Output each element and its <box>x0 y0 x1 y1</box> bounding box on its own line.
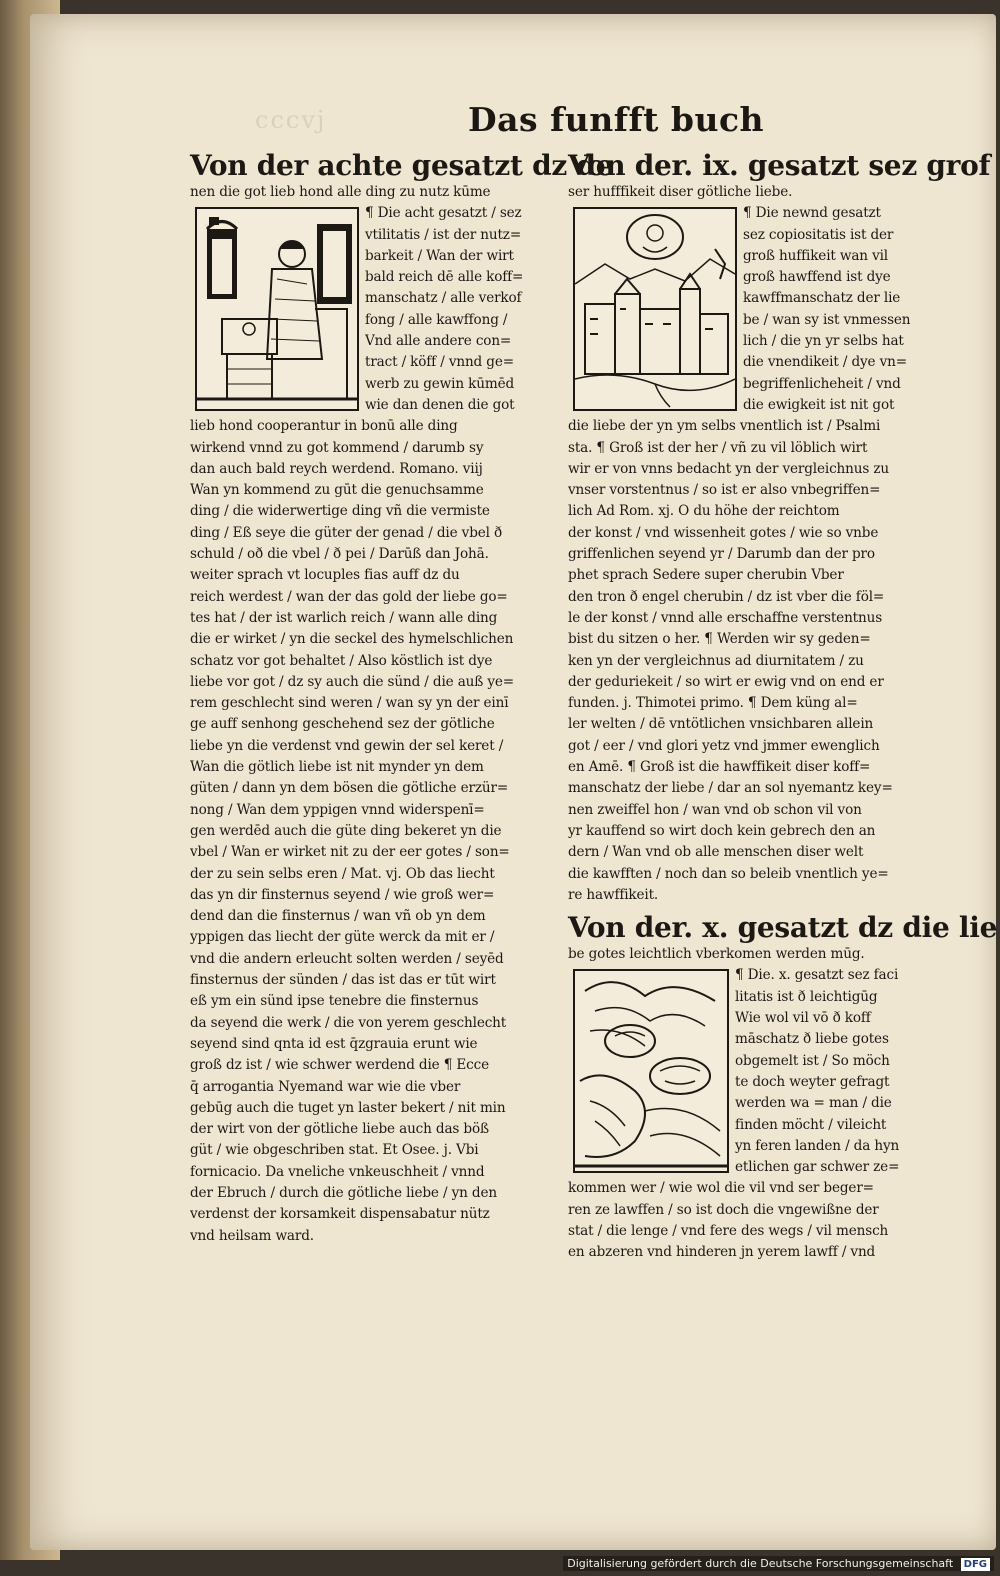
text-line: der konst / vnd wissenheit gotes / wie so vnbe <box>568 524 879 541</box>
text-line: lich Ad Rom. xj. O du höhe der reichtom <box>568 503 840 520</box>
left-subheading: nen die got lieb hond alle ding zu nutz kūme <box>190 184 491 200</box>
text-line: wirkend vnnd zu got kommend / darumb sy <box>190 439 484 456</box>
text-line: yn feren landen / da hyn <box>735 1137 900 1154</box>
text-line: tract / köff / vnnd ge= <box>365 354 514 371</box>
running-head: Das funfft buch <box>468 100 765 139</box>
text-line: ¶ Die acht gesatzt / sez <box>365 205 522 222</box>
text-line: bist du sitzen o her. ¶ Werden wir sy geden= <box>568 631 871 648</box>
text-line: q̄ arrogantia Nyemand war wie die vber <box>190 1078 461 1095</box>
text-line: liebe vor got / dz sy auch die sünd / die auß ye= <box>190 673 515 690</box>
text-line: der Ebruch / durch die götliche liebe / yn den <box>190 1184 497 1201</box>
text-line: lieb hond cooperantur in bonū alle ding <box>190 418 458 435</box>
right-wrap-block-2 <box>568 965 930 1178</box>
text-line: ding / Eß seye die güter der genad / die vbel ð <box>190 524 503 541</box>
text-line: seyend sind qnta id est q̄zgrauia erunt wie <box>190 1035 478 1052</box>
text-line: werb zu gewin kūmēd <box>365 375 515 392</box>
text-line: dend dan die finsternus / wan vñ ob yn dem <box>190 908 486 925</box>
text-line: Vnd alle andere con= <box>365 333 512 350</box>
text-line: etlichen gar schwer ze= <box>735 1159 900 1176</box>
text-line: ¶ Die. x. gesatzt sez faci <box>735 967 899 984</box>
text-line: vnser vorstentnus / so ist er also vnbegriffen= <box>568 482 881 499</box>
ghost-page-number: cccvj <box>255 106 327 134</box>
text-line: eß ym ein sünd ipse tenebre die finsternus <box>190 993 479 1010</box>
text-line: te doch weyter gefragt <box>735 1073 890 1090</box>
text-line: sez copiositatis ist der <box>743 226 894 243</box>
text-line: vnd heilsam ward. <box>190 1227 314 1244</box>
text-line: finden möcht / vileicht <box>735 1116 887 1133</box>
text-line: griffenlichen seyend yr / Darumb dan der pro <box>568 546 875 563</box>
text-line: die liebe der yn ym selbs vnentlich ist / Psalmi <box>568 418 881 435</box>
text-line: gebūg auch die tuget yn laster bekert / nit min <box>190 1099 506 1116</box>
right-column <box>568 149 998 1264</box>
left-wrap-block <box>190 203 550 416</box>
text-line: le der konst / vnnd alle erschaffne verstentnus <box>568 609 883 626</box>
text-line: re hawffikeit. <box>568 886 659 903</box>
text-line: nong / Wan dem yppigen vnnd widerspenī= <box>190 801 485 818</box>
text-line: ge auff senhong geschehend sez der götliche <box>190 716 495 733</box>
text-line: kommen wer / wie wol die vil vnd ser beger= <box>568 1180 874 1197</box>
text-line: litatis ist ð leichtigūg <box>735 988 878 1005</box>
text-line: die ewigkeit ist nit got <box>743 396 895 413</box>
text-line: güt / wie obgeschriben stat. Et Osee. j. Vbi <box>190 1142 479 1159</box>
text-line: der geduriekeit / so wirt er ewig vnd on end er <box>568 673 884 690</box>
text-line: vtilitatis / ist der nutz= <box>365 226 522 243</box>
dfg-logo-icon: DFG <box>961 1558 990 1571</box>
right-body-text <box>568 416 930 906</box>
footer-text: Digitalisierung gefördert durch die Deutsche Forschungsgemeinschaft <box>567 1557 954 1570</box>
text-line: yppigen das liecht der güte werck da mit er / <box>190 929 495 946</box>
text-line: stat / die lenge / vnd fere des wegs / vil mensch <box>568 1223 889 1240</box>
text-line: der wirt von der götliche liebe auch das böß <box>190 1121 489 1138</box>
text-line: schuld / oð die vbel / ð pei / Darūß dan Johā. <box>190 546 489 563</box>
right-heading-2: Von der. x. gesatzt dz die lie <box>568 911 998 945</box>
text-line: be / wan sy ist vnmessen <box>743 311 911 328</box>
text-line: ler welten / dē vntötlichen vnsichbaren allein <box>568 716 874 733</box>
text-line: manschatz der liebe / dar an sol nyemantz key= <box>568 780 893 797</box>
text-line: vnd die andern erleucht solten werden / seyēd <box>190 950 504 967</box>
text-line: Wan yn kommend zu gūt die genuchsamme <box>190 482 484 499</box>
text-line: groß dz ist / wie schwer werdend die ¶ Ecce <box>190 1057 490 1074</box>
right-subheading: ser hufffikeit diser götliche liebe. <box>568 184 793 200</box>
text-line: groß huffikeit wan vil <box>743 247 889 264</box>
text-line: die vnendikeit / dye vn= <box>743 354 907 371</box>
right-wrap-block-1 <box>568 203 930 416</box>
text-line: finsternus der sünden / das ist das er tūt wirt <box>190 972 496 989</box>
right-body-text-2 <box>568 1178 930 1263</box>
text-line: schatz vor got behaltet / Also köstlich ist dye <box>190 652 493 669</box>
text-line: begriffenlicheheit / vnd <box>743 375 901 392</box>
text-line: bald reich dē alle koff= <box>365 269 524 286</box>
woodcut-scribe-icon <box>195 207 359 411</box>
text-line: yr kauffend so wirt doch kein gebrech den an <box>568 822 876 839</box>
text-line: der zu sein selbs eren / Mat. vj. Ob das liecht <box>190 865 495 882</box>
text-line: funden. j. Thimotei primo. ¶ Dem küng al= <box>568 695 858 712</box>
text-line: das yn dir finsternus seyend / wie groß wer= <box>190 886 495 903</box>
text-line: obgemelt ist / So möch <box>735 1052 890 1069</box>
text-line: fornicacio. Da vneliche vnkeuschheit / vnnd <box>190 1163 485 1180</box>
text-line: en Amē. ¶ Groß ist die hawffikeit diser koff= <box>568 759 871 776</box>
text-line: dan auch bald reych werdend. Romano. viij <box>190 460 483 477</box>
text-line: phet sprach Sedere super cherubin Vber <box>568 567 844 584</box>
text-line: lich / die yn yr selbs hat <box>743 333 904 350</box>
text-line: en abzeren vnd hinderen jn yerem lawff / vnd <box>568 1244 876 1261</box>
text-line: die er wirket / yn die seckel des hymelschlichen <box>190 631 514 648</box>
text-line: reich werdest / wan der das gold der liebe go= <box>190 588 508 605</box>
left-body-text <box>190 416 550 1247</box>
text-line: dern / Wan vnd ob alle menschen diser welt <box>568 844 864 861</box>
text-line: got / eer / vnd glori yetz vnd jmmer ewenglich <box>568 737 880 754</box>
text-line: da seyend die werk / die von yerem geschlecht <box>190 1014 507 1031</box>
text-line: verdenst der korsamkeit dispensabatur nütz <box>190 1206 490 1223</box>
woodcut-figures-icon <box>573 969 729 1173</box>
left-heading: Von der achte gesatzt dz de <box>190 149 614 182</box>
text-line: ¶ Die newnd gesatzt <box>743 205 881 222</box>
text-line: sta. ¶ Groß ist der her / vñ zu vil löblich wirt <box>568 439 868 456</box>
text-line: fong / alle kawffong / <box>365 311 508 328</box>
text-line: ding / die widerwertige ding vñ die vermiste <box>190 503 490 520</box>
text-line: Wan die götlich liebe ist nit mynder yn dem <box>190 759 484 776</box>
text-line: wir er von vnns bedacht yn der vergleichnus zu <box>568 460 889 477</box>
woodcut-city-icon <box>573 207 737 411</box>
text-line: kawffmanschatz der lie <box>743 290 901 307</box>
text-line: die kawfften / noch dan so beleib vnentlich ye= <box>568 865 889 882</box>
text-line: groß hawffend ist dye <box>743 269 891 286</box>
text-line: gen werdēd auch die güte ding bekeret yn die <box>190 822 502 839</box>
text-line: Wie wol vil vō ð koff <box>735 1010 871 1027</box>
text-line: ren ze lawffen / so ist doch die vngewißne der <box>568 1201 879 1218</box>
text-line: vbel / Wan er wirket nit zu der eer gotes / son= <box>190 844 510 861</box>
text-line: liebe yn die verdenst vnd gewin der sel keret / <box>190 737 504 754</box>
text-line: rem geschlecht sind weren / wan sy yn der einī <box>190 695 509 712</box>
text-line: tes hat / der ist warlich reich / wann alle ding <box>190 609 498 626</box>
text-line: den tron ð engel cherubin / dz ist vber die föl= <box>568 588 885 605</box>
right-subheading-2: be gotes leichtlich vberkomen werden mūg. <box>568 946 865 963</box>
right-heading: Von der. ix. gesatzt sez grof <box>568 149 991 182</box>
text-line: manschatz / alle verkof <box>365 290 522 307</box>
text-line: weiter sprach vt locuples fias auff dz du <box>190 567 460 584</box>
text-line: māschatz ð liebe gotes <box>735 1031 889 1048</box>
text-line: barkeit / Wan der wirt <box>365 247 514 264</box>
text-line: wie dan denen die got <box>365 396 515 413</box>
text-line: werden wa = man / die <box>735 1095 892 1112</box>
text-line: nen zweiffel hon / wan vnd ob schon vil von <box>568 801 862 818</box>
text-line: ken yn der vergleichnus ad diurnitatem / zu <box>568 652 864 669</box>
footer-credit <box>563 1556 994 1571</box>
text-line: güten / dann yn dem bösen die götliche erzür= <box>190 780 509 797</box>
